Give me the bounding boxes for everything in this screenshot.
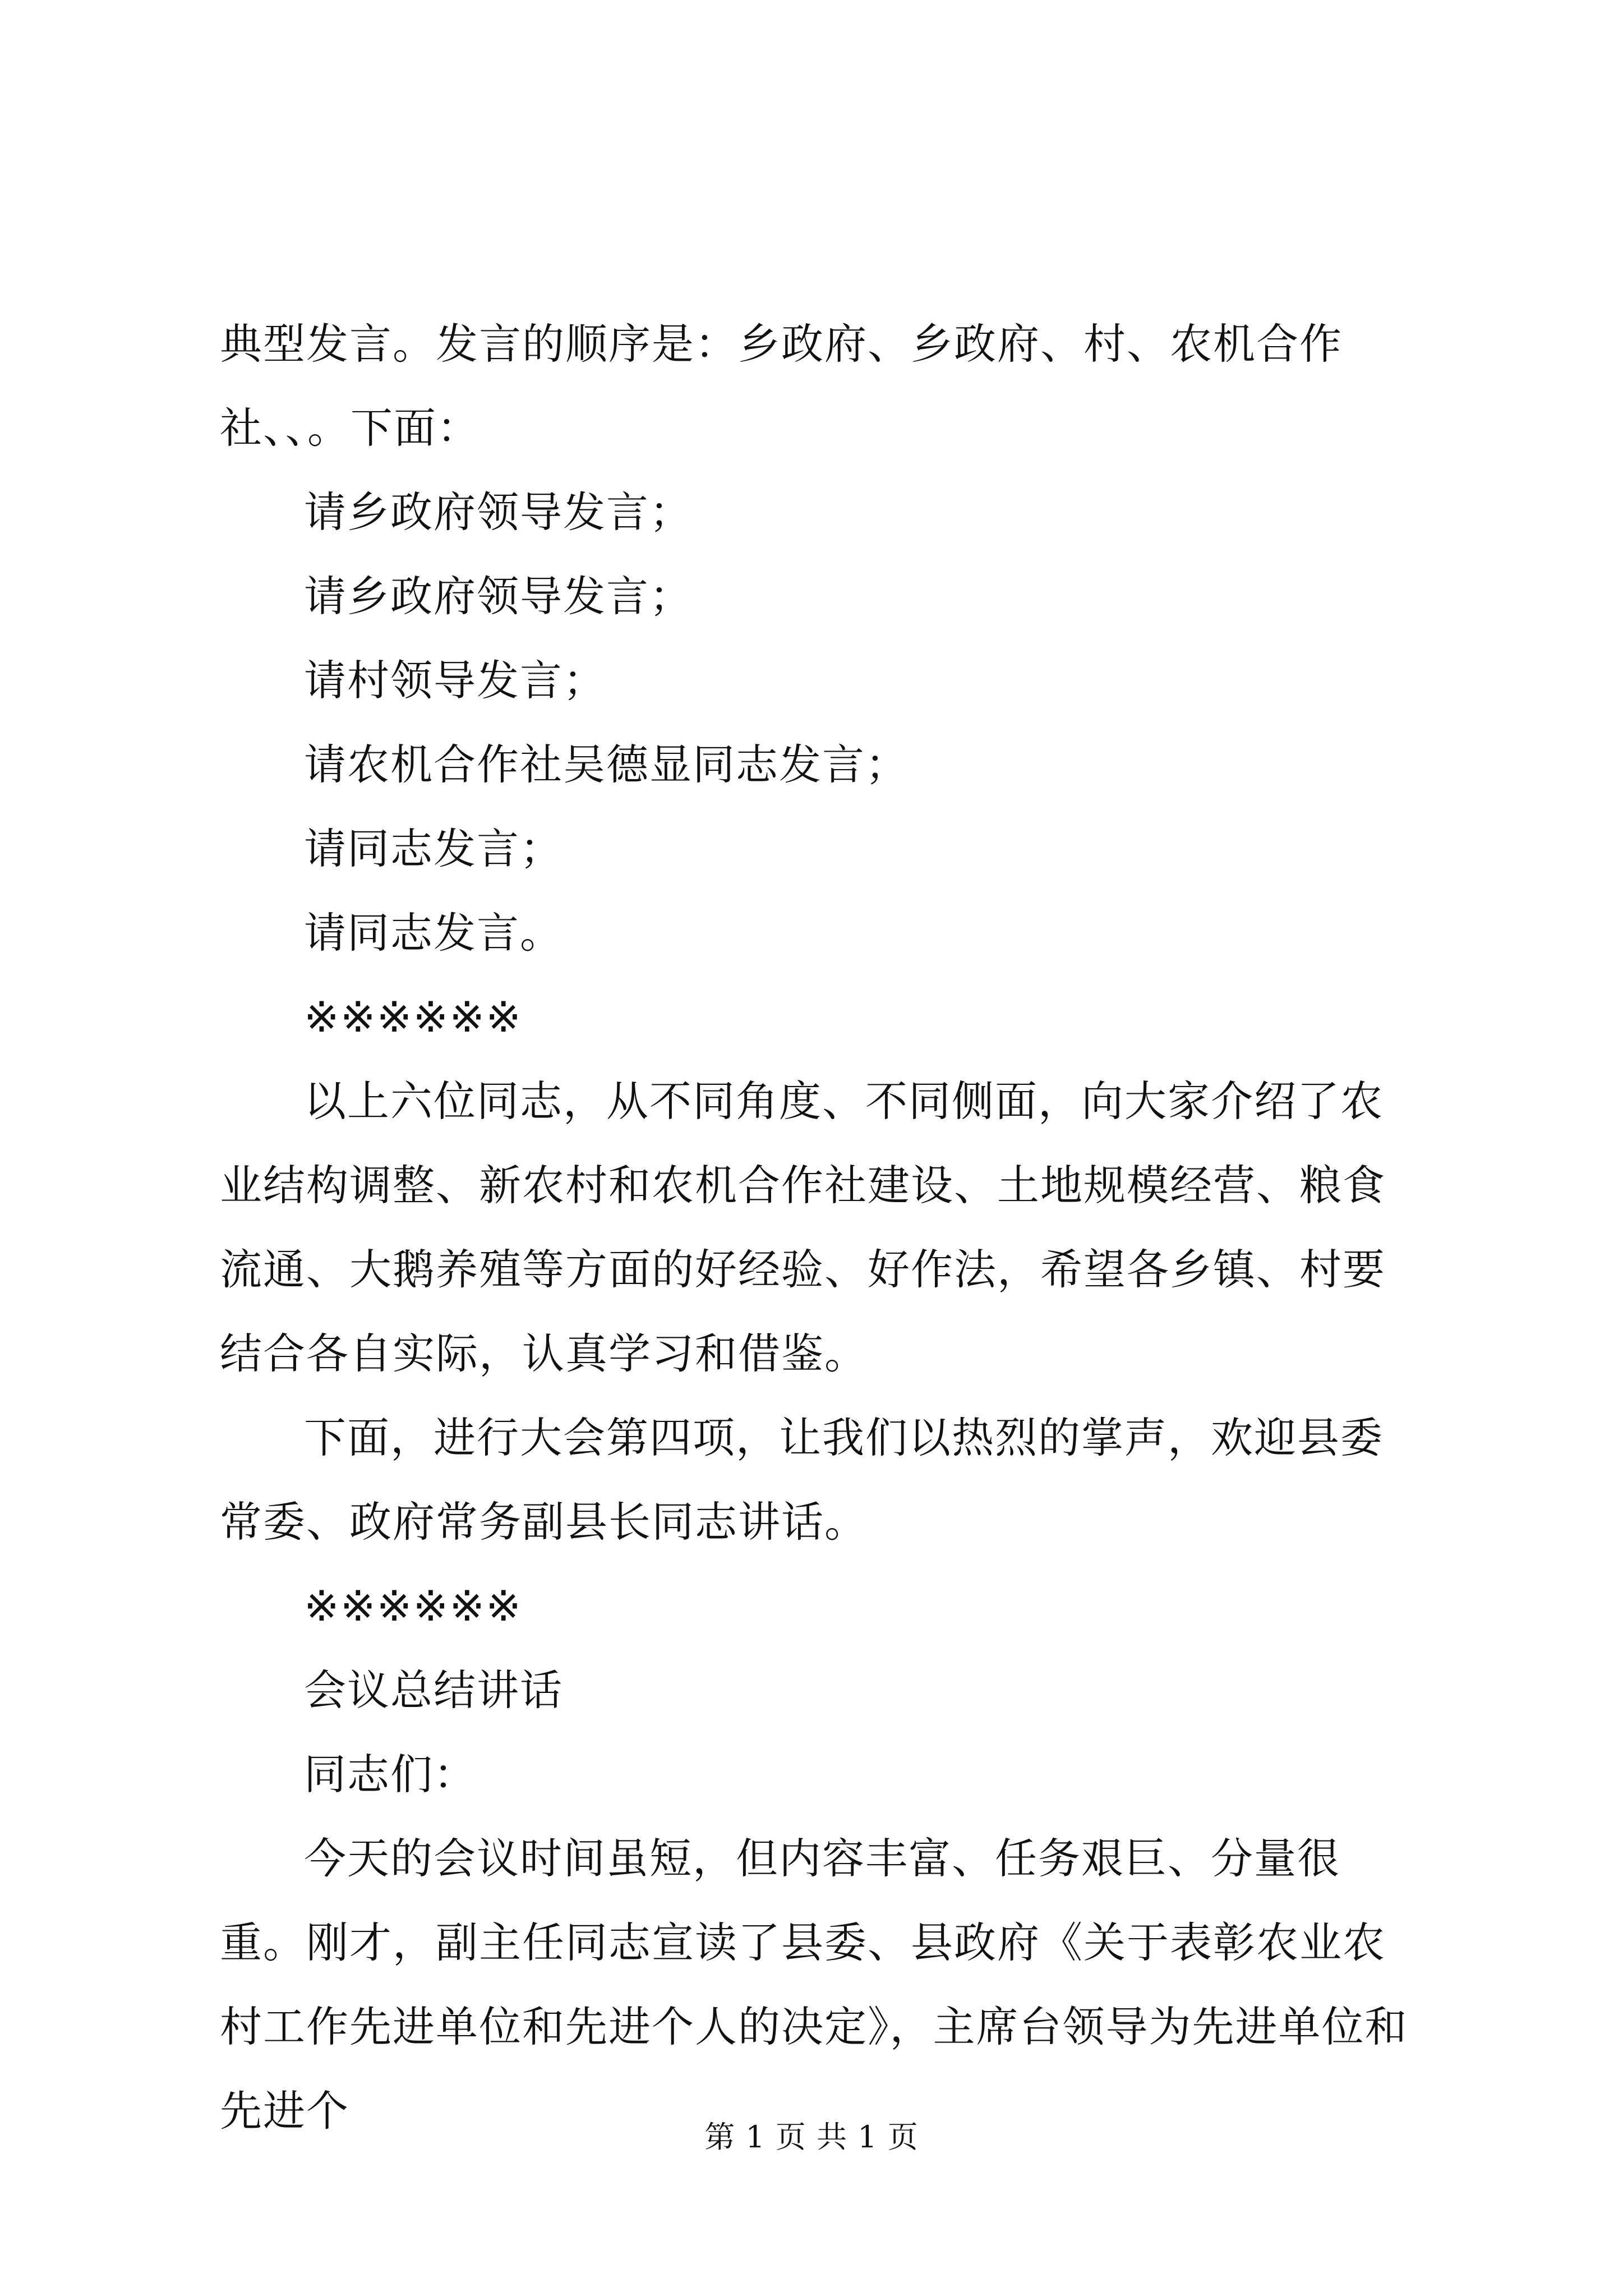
page-footer — [0, 2115, 1623, 2160]
paragraph-invite-1: 请乡政府领导发言； — [304, 487, 693, 537]
section-separator: ※※※※※※ — [304, 1581, 523, 1631]
paragraph-summary: 以上六位同志，从不同角度、不同侧面，向大家介绍了农业结构调整、新农村和农机合作社建设、土地规模经营、粮食流通、大鹅养殖等方面的好经验、好作法，希望各乡镇、村要结合各自实际，认真学习和借鉴。 — [220, 1076, 1386, 1378]
salutation: 同志们： — [304, 1750, 477, 1799]
section-heading: 会议总结讲话 — [304, 1665, 564, 1715]
paragraph-next-item: 下面，进行大会第四项，让我们以热烈的掌声，欢迎县委常委、政府常务副县长同志讲话。 — [220, 1413, 1384, 1547]
paragraph-invite-6: 请同志发言。 — [304, 908, 564, 958]
document-body — [220, 302, 1426, 2153]
paragraph-invite-5: 请同志发言； — [304, 824, 564, 873]
paragraph-invite-3: 请村领导发言； — [304, 656, 607, 705]
paragraph-speech-order: 典型发言。发言的顺序是：乡政府、乡政府、村、农机合作社、、。下面： — [220, 319, 1343, 453]
page-number-label: 第 1 页 共 1 页 — [704, 2119, 919, 2155]
paragraph-conclusion: 今天的会议时间虽短，但内容丰富、任务艰巨、分量很重。刚才，副主任同志宣读了县委、县政府《关于表彰农业农村工作先进单位和先进个人的决定》，主席台领导为先进单位和先进个 — [220, 1834, 1408, 2136]
paragraph-invite-2: 请乡政府领导发言； — [304, 572, 693, 621]
section-separator: ※※※※※※ — [304, 992, 523, 1042]
paragraph-invite-4: 请农机合作社吴德显同志发言； — [304, 740, 909, 789]
